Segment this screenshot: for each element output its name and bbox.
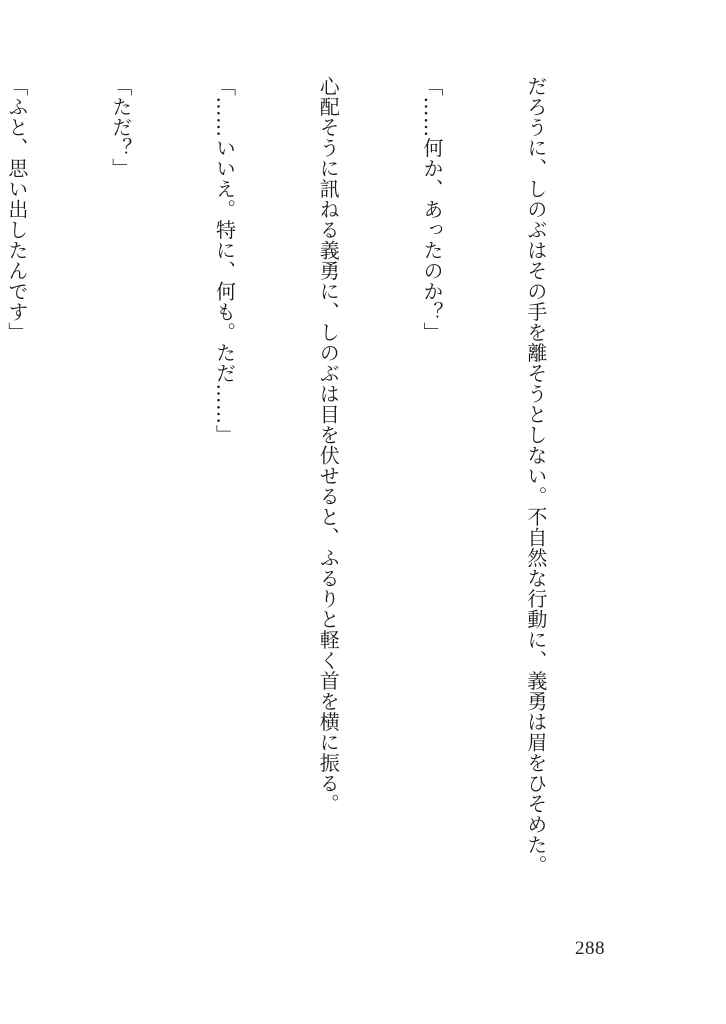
text-line-3: 心配そうに訊ねる義勇に、しのぶは目を伏せると、ふるりと軽く首を横に振る。	[316, 76, 341, 814]
text-line-2: 「……何か、あったのか？」	[420, 76, 445, 343]
page-number: 288	[575, 938, 605, 959]
text-line-4: 「……いいえ。特に、何も。ただ……」	[212, 76, 237, 445]
text-line-6: 「ふと、思い出したんです」	[4, 76, 29, 343]
text-line-1: だろうに、しのぶはその手を離そうとしない。不自然な行動に、義勇は眉をひそめた。	[523, 76, 548, 876]
vertical-text-body	[4, 76, 622, 936]
text-line-5: 「ただ？」	[108, 76, 133, 179]
